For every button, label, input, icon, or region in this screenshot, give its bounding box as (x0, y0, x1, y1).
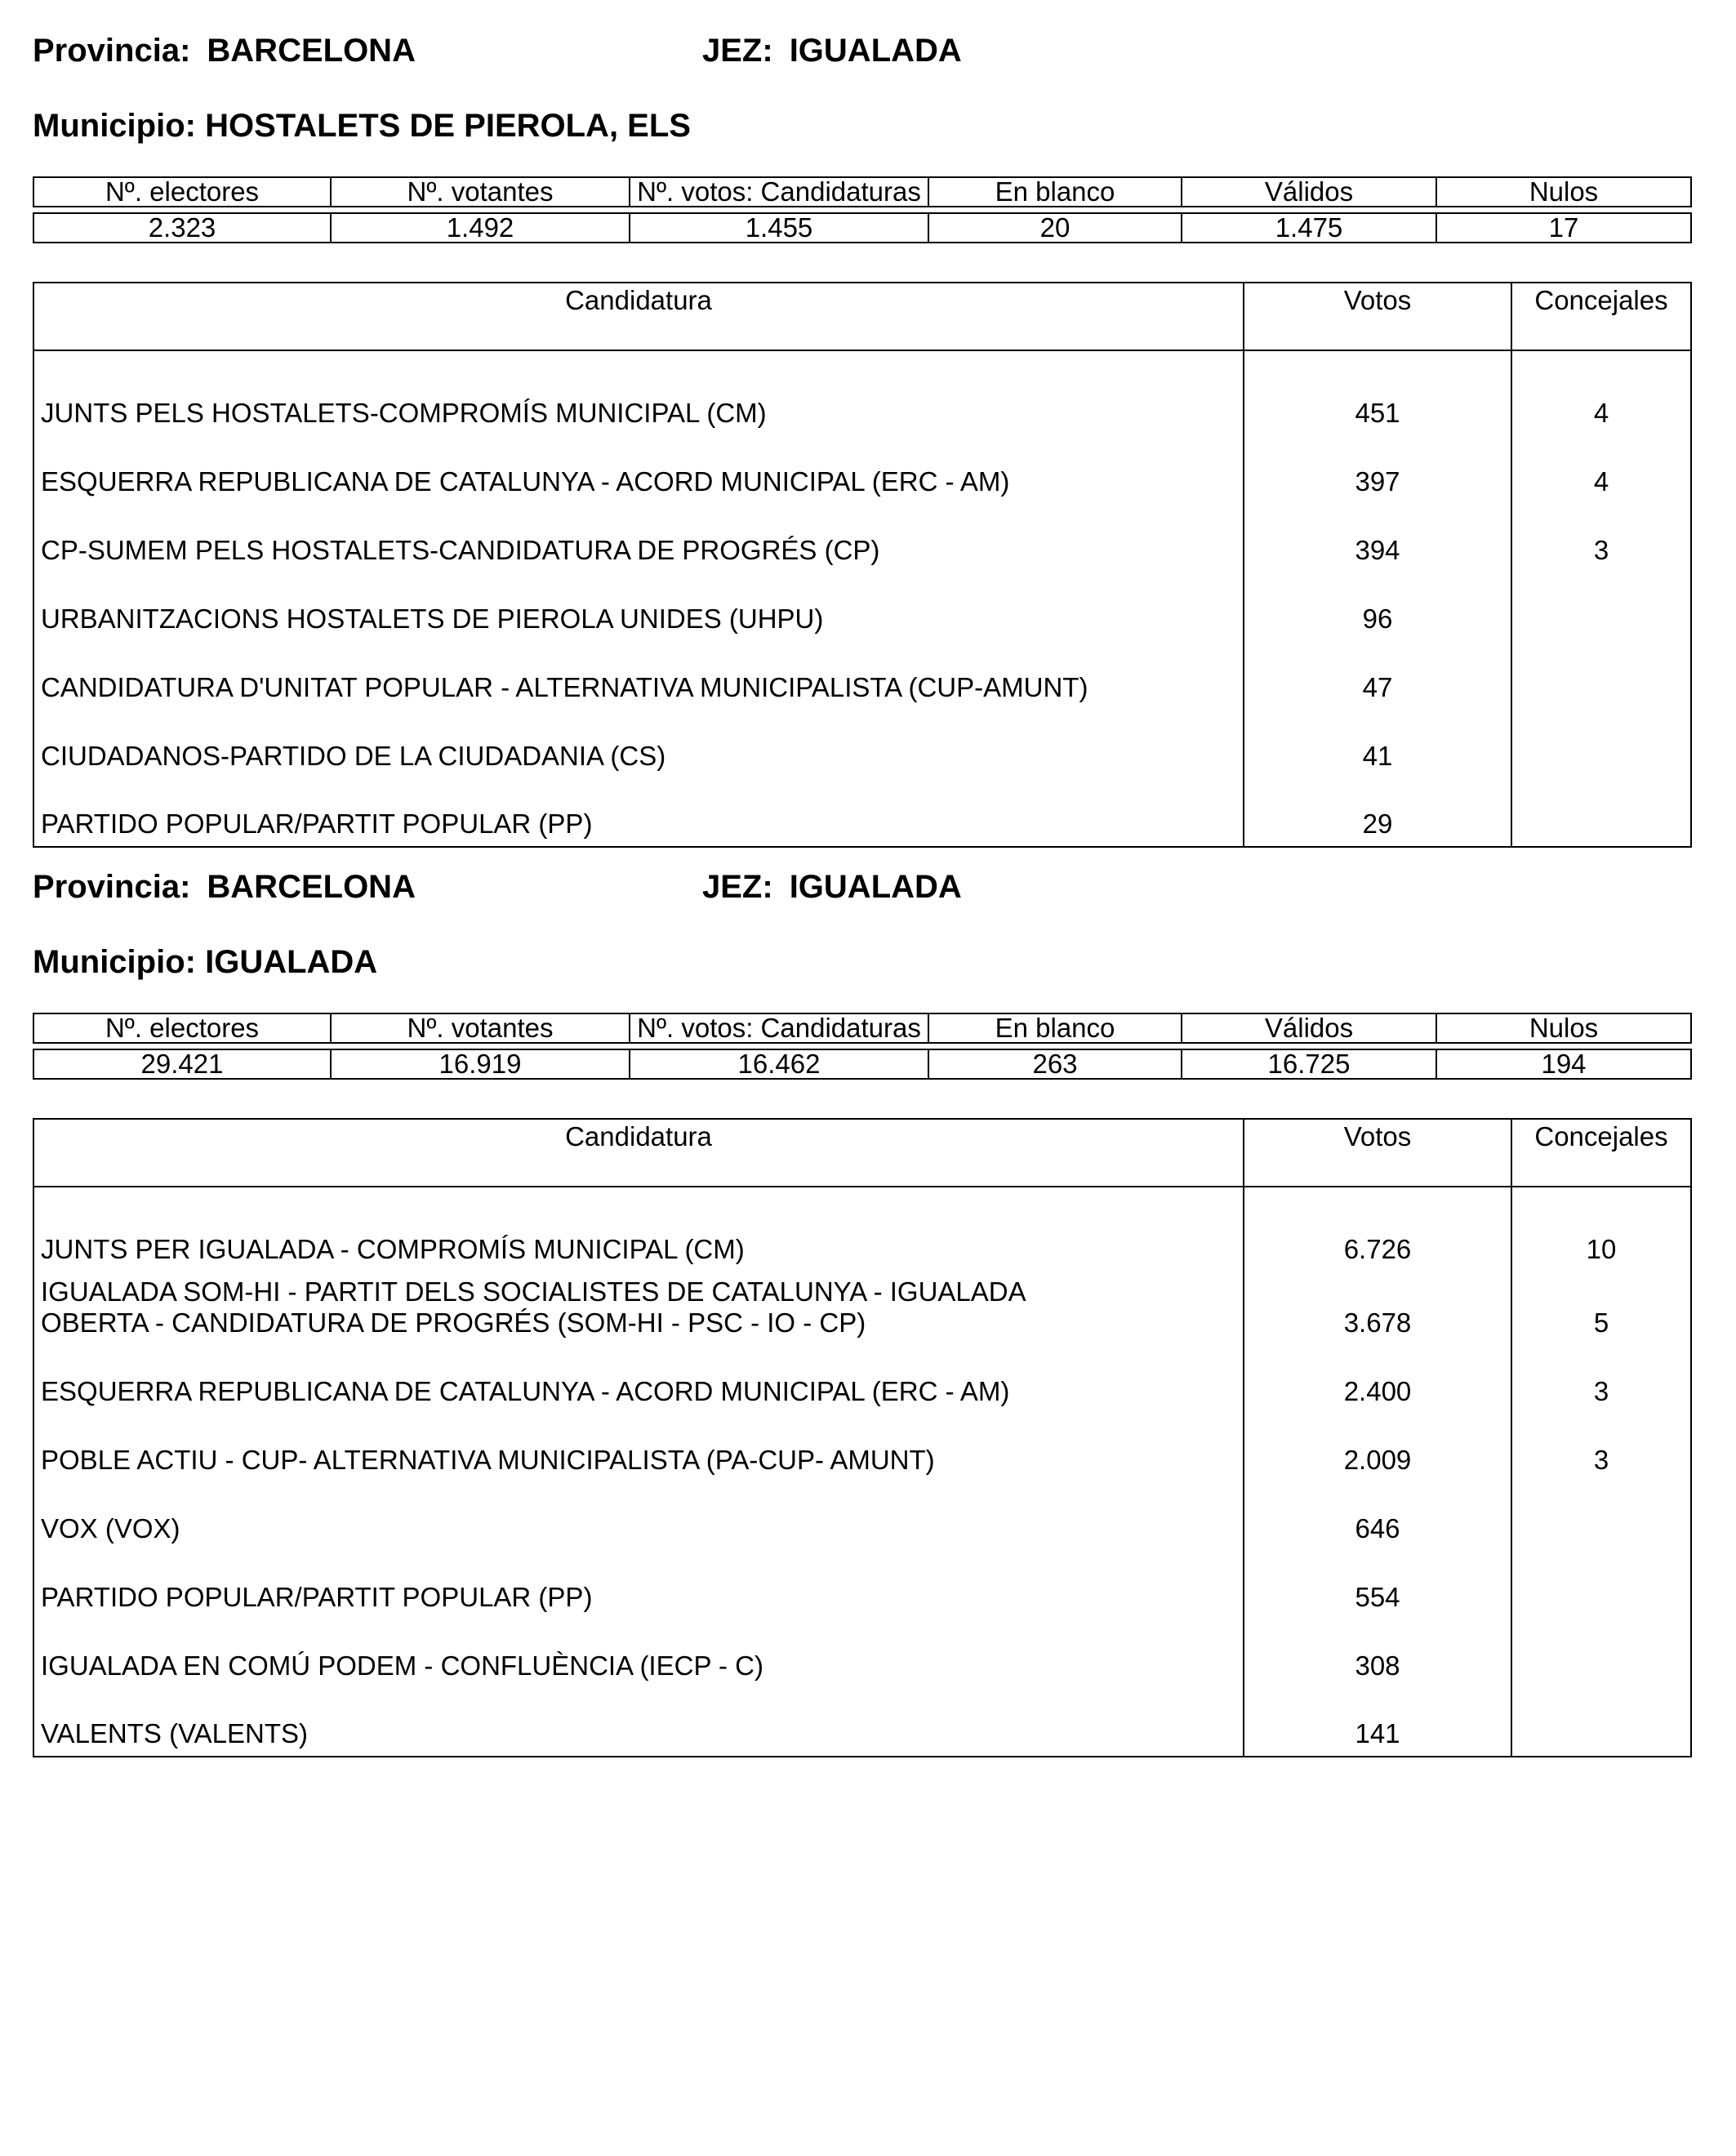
stats-header-validos: Válidos (1182, 1013, 1436, 1043)
candidatura-concejales (1511, 1482, 1691, 1551)
results-header-concejales: Concejales (1511, 283, 1691, 350)
table-row (33, 435, 1691, 504)
candidatura-name: VALENTS (VALENTS) (33, 1688, 1244, 1757)
candidatura-name: PARTIDO POPULAR/PARTIT POPULAR (PP) (33, 1551, 1244, 1619)
provincia-value: BARCELONA (207, 869, 416, 905)
table-row (33, 350, 1691, 435)
candidatura-votos: 47 (1244, 641, 1511, 710)
candidatura-concejales: 3 (1511, 1414, 1691, 1482)
municipio-line (33, 106, 691, 145)
candidatura-votos: 394 (1244, 504, 1511, 572)
results-table (33, 282, 1692, 848)
table-row (33, 1619, 1691, 1688)
stats-value-row (33, 1049, 1691, 1079)
candidatura-concejales (1511, 572, 1691, 641)
results-header-concejales: Concejales (1511, 1119, 1691, 1187)
stats-validos: 1.475 (1182, 213, 1436, 243)
candidatura-concejales (1511, 641, 1691, 710)
candidatura-name: CIUDADANOS-PARTIDO DE LA CIUDADANIA (CS) (33, 710, 1244, 778)
stats-header-votantes: Nº. votantes (331, 177, 630, 207)
stats-header-row (33, 1013, 1691, 1043)
stats-value-row (33, 213, 1691, 243)
jez-value: IGUALADA (789, 33, 962, 69)
candidatura-concejales: 4 (1511, 350, 1691, 435)
candidatura-name: JUNTS PER IGUALADA - COMPROMÍS MUNICIPAL (CM) (33, 1187, 1244, 1272)
table-row (33, 1414, 1691, 1482)
candidatura-name: VOX (VOX) (33, 1482, 1244, 1551)
municipio-line (33, 942, 377, 982)
candidatura-votos: 3.678 (1244, 1272, 1511, 1345)
candidatura-name: URBANITZACIONS HOSTALETS DE PIEROLA UNIDES (UHPU) (33, 572, 1244, 641)
jez-value: IGUALADA (789, 869, 962, 905)
results-header-candidatura: Candidatura (33, 1119, 1244, 1187)
stats-nulos: 17 (1436, 213, 1691, 243)
stats-header-nulos: Nulos (1436, 1013, 1691, 1043)
jez-line (702, 31, 962, 70)
table-row (33, 1482, 1691, 1551)
stats-header-en-blanco: En blanco (928, 177, 1182, 207)
candidatura-votos: 308 (1244, 1619, 1511, 1688)
provincia-line (33, 867, 416, 906)
stats-votos-candidaturas: 1.455 (630, 213, 928, 243)
results-header-candidatura: Candidatura (33, 283, 1244, 350)
stats-table (33, 1013, 1692, 1080)
candidatura-votos: 2.400 (1244, 1345, 1511, 1414)
candidatura-votos: 6.726 (1244, 1187, 1511, 1272)
table-row (33, 572, 1691, 641)
stats-votantes: 16.919 (331, 1049, 630, 1079)
stats-electores: 2.323 (33, 213, 331, 243)
candidatura-concejales (1511, 778, 1691, 847)
results-header-row (33, 283, 1691, 350)
stats-en-blanco: 263 (928, 1049, 1182, 1079)
jez-label: JEZ: (702, 33, 773, 69)
table-row (33, 778, 1691, 847)
municipio-label: Municipio: (33, 944, 196, 980)
candidatura-name: CANDIDATURA D'UNITAT POPULAR - ALTERNATIVA MUNICIPALISTA (CUP-AMUNT) (33, 641, 1244, 710)
stats-header-votos-candidaturas: Nº. votos: Candidaturas (630, 1013, 928, 1043)
stats-validos: 16.725 (1182, 1049, 1436, 1079)
candidatura-concejales: 5 (1511, 1272, 1691, 1345)
stats-header-electores: Nº. electores (33, 177, 331, 207)
stats-en-blanco: 20 (928, 213, 1182, 243)
candidatura-name: ESQUERRA REPUBLICANA DE CATALUNYA - ACORD MUNICIPAL (ERC - AM) (33, 435, 1244, 504)
stats-header-validos: Válidos (1182, 177, 1436, 207)
results-header-votos: Votos (1244, 283, 1511, 350)
table-row (33, 1345, 1691, 1414)
results-header-row (33, 1119, 1691, 1187)
stats-votantes: 1.492 (331, 213, 630, 243)
candidatura-votos: 96 (1244, 572, 1511, 641)
candidatura-concejales: 3 (1511, 1345, 1691, 1414)
candidatura-votos: 29 (1244, 778, 1511, 847)
candidatura-name: IGUALADA SOM-HI - PARTIT DELS SOCIALISTES DE CATALUNYA - IGUALADA OBERTA - CANDIDATURA DE PROGRÉS (SOM-HI - PSC - IO - CP) (33, 1272, 1244, 1345)
table-row (33, 1272, 1691, 1345)
table-row (33, 1551, 1691, 1619)
results-table (33, 1118, 1692, 1757)
candidatura-name: CP-SUMEM PELS HOSTALETS-CANDIDATURA DE PROGRÉS (CP) (33, 504, 1244, 572)
candidatura-votos: 397 (1244, 435, 1511, 504)
stats-header-votos-candidaturas: Nº. votos: Candidaturas (630, 177, 928, 207)
candidatura-votos: 554 (1244, 1551, 1511, 1619)
candidatura-concejales: 4 (1511, 435, 1691, 504)
candidatura-votos: 141 (1244, 1688, 1511, 1757)
candidatura-name: PARTIDO POPULAR/PARTIT POPULAR (PP) (33, 778, 1244, 847)
candidatura-name: IGUALADA EN COMÚ PODEM - CONFLUÈNCIA (IECP - C) (33, 1619, 1244, 1688)
candidatura-votos: 41 (1244, 710, 1511, 778)
stats-header-row (33, 177, 1691, 207)
municipio-value: HOSTALETS DE PIEROLA, ELS (205, 108, 691, 144)
stats-votos-candidaturas: 16.462 (630, 1049, 928, 1079)
municipio-value: IGUALADA (205, 944, 378, 980)
stats-electores: 29.421 (33, 1049, 331, 1079)
table-row (33, 641, 1691, 710)
table-row (33, 504, 1691, 572)
results-header-votos: Votos (1244, 1119, 1511, 1187)
stats-header-electores: Nº. electores (33, 1013, 331, 1043)
table-row (33, 1187, 1691, 1272)
stats-header-nulos: Nulos (1436, 177, 1691, 207)
candidatura-name: ESQUERRA REPUBLICANA DE CATALUNYA - ACORD MUNICIPAL (ERC - AM) (33, 1345, 1244, 1414)
candidatura-concejales (1511, 1688, 1691, 1757)
candidatura-concejales (1511, 1619, 1691, 1688)
candidatura-concejales (1511, 1551, 1691, 1619)
candidatura-concejales (1511, 710, 1691, 778)
stats-header-votantes: Nº. votantes (331, 1013, 630, 1043)
jez-line (702, 867, 962, 906)
candidatura-votos: 451 (1244, 350, 1511, 435)
table-row (33, 1688, 1691, 1757)
candidatura-name: JUNTS PELS HOSTALETS-COMPROMÍS MUNICIPAL (CM) (33, 350, 1244, 435)
provincia-value: BARCELONA (207, 33, 416, 69)
stats-nulos: 194 (1436, 1049, 1691, 1079)
candidatura-concejales: 3 (1511, 504, 1691, 572)
provincia-line (33, 31, 416, 70)
stats-header-en-blanco: En blanco (928, 1013, 1182, 1043)
candidatura-votos: 2.009 (1244, 1414, 1511, 1482)
provincia-label: Provincia: (33, 869, 191, 905)
jez-label: JEZ: (702, 869, 773, 905)
candidatura-name: POBLE ACTIU - CUP- ALTERNATIVA MUNICIPALISTA (PA-CUP- AMUNT) (33, 1414, 1244, 1482)
candidatura-votos: 646 (1244, 1482, 1511, 1551)
table-row (33, 710, 1691, 778)
candidatura-concejales: 10 (1511, 1187, 1691, 1272)
municipio-label: Municipio: (33, 108, 196, 144)
provincia-label: Provincia: (33, 33, 191, 69)
stats-table (33, 176, 1692, 243)
